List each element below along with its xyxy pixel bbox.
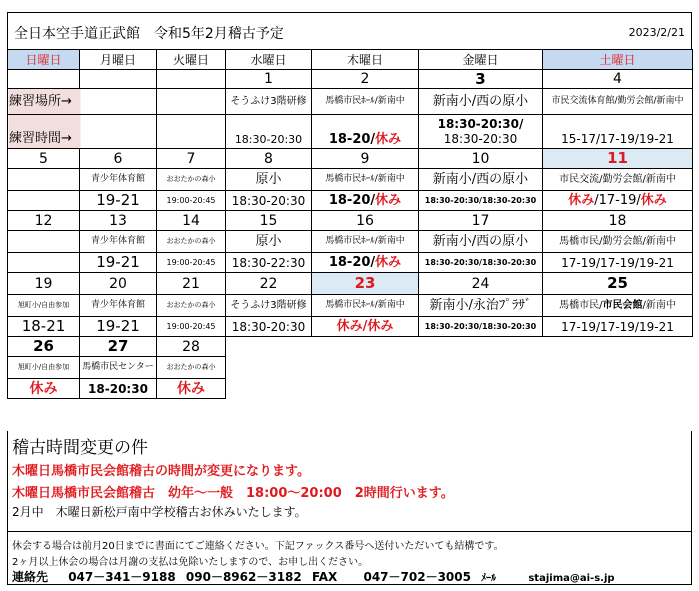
weekday-thu: 木曜日 — [312, 50, 419, 70]
date-cell: 9 — [312, 149, 419, 169]
date-cell: 8 — [226, 149, 312, 169]
date-cell: 21 — [157, 273, 226, 295]
weekday-mon: 月曜日 — [80, 50, 157, 70]
date-cell: 11 — [543, 149, 693, 169]
fax-label: FAX — [311, 570, 338, 584]
place-cell: 旭町小/自由参加 — [8, 357, 80, 379]
place-cell: 馬橋市民/勤労会館/新南中 — [543, 231, 693, 253]
time-cell: 19-21 — [80, 317, 157, 337]
date-cell: 17 — [419, 211, 543, 231]
place-cell: 新南小/西の原小 — [419, 231, 543, 253]
label-time: 練習時間→ — [8, 115, 157, 149]
page-title: 全日本空手道正武館 令和5年2月稽古予定 — [14, 26, 284, 42]
place-cell: 馬橋市民ﾎｰﾙ/新南中 — [312, 295, 419, 317]
divider — [8, 531, 691, 532]
place-cell: そうふけ3階研修 — [226, 295, 312, 317]
place-cell: 新南小/永治ﾌﾟﾗｻﾞ — [419, 295, 543, 317]
week4-date-row — [8, 273, 693, 295]
place-cell: 馬橋市民ﾎｰﾙ/新南中 — [312, 169, 419, 191]
time-cell: 休み/17-19/休み — [543, 191, 693, 211]
week2-time-row — [8, 191, 693, 211]
date-cell: 23 — [312, 273, 419, 295]
contact-label: 連絡先 — [12, 570, 49, 584]
mobile-number: 090－8962－3182 — [185, 570, 302, 584]
time-cell: 18-20/休み — [312, 115, 419, 149]
week1-place-row — [8, 89, 693, 115]
date-cell: 6 — [80, 149, 157, 169]
schedule-page — [7, 12, 692, 585]
time-cell: 19:00-20:45 — [157, 317, 226, 337]
place-cell: 馬橋市民ﾎｰﾙ/新南中 — [312, 89, 419, 115]
place-cell: おおたかの森小 — [157, 169, 226, 191]
time-cell: 19:00-20:45 — [157, 191, 226, 211]
time-cell: 18:30-20:30 — [226, 191, 312, 211]
calendar-table — [7, 49, 693, 399]
place-cell: おおたかの森小 — [157, 295, 226, 317]
week2-date-row — [8, 149, 693, 169]
date-cell: 18 — [543, 211, 693, 231]
week5-time-row — [8, 379, 693, 399]
date-cell: 7 — [157, 149, 226, 169]
place-cell: 市民交流体育館/勤労会館/新南中 — [543, 89, 693, 115]
place-cell: 青少年体育館 — [80, 169, 157, 191]
date-cell: 20 — [80, 273, 157, 295]
place-cell: おおたかの森小 — [157, 357, 226, 379]
date-cell: 2 — [312, 70, 419, 89]
date-cell: 22 — [226, 273, 312, 295]
date-cell: 25 — [543, 273, 693, 295]
contact-line — [12, 568, 615, 585]
time-cell: 休み/休み — [312, 317, 419, 337]
time-cell: 18:30-20:30/18:30-20:30 — [419, 317, 543, 337]
mail-label: ﾒｰﾙ — [481, 573, 497, 584]
date-cell: 4 — [543, 70, 693, 89]
time-cell: 18-20/休み — [312, 191, 419, 211]
label-place: 練習場所→ — [8, 89, 157, 115]
time-cell: 18:30-20:30/ 18:30-20:30 — [419, 115, 543, 149]
week2-place-row — [8, 169, 693, 191]
date-cell: 27 — [80, 337, 157, 357]
place-cell: そうふけ3階研修 — [226, 89, 312, 115]
date-cell: 14 — [157, 211, 226, 231]
notice-title: 稽古時間変更の件 — [12, 438, 148, 458]
fax-number: 047－702－3005 — [363, 570, 471, 584]
week3-date-row — [8, 211, 693, 231]
date-cell: 16 — [312, 211, 419, 231]
time-cell: 17-19/17-19/19-21 — [543, 253, 693, 273]
time-cell: 18:30-20:30 — [226, 115, 312, 149]
notice-line: 休会する場合は前月20日までに書面にてご連絡ください。下記ファックス番号へ送付いただいても結構です。 — [12, 541, 504, 552]
time-cell: 19:00-20:45 — [157, 253, 226, 273]
time-cell: 休み — [8, 379, 80, 399]
notice-line: 木曜日馬橋市民会館稽古 幼年～一般 18:00～20:00 2時間行います。 — [12, 486, 454, 501]
time-cell: 18:30-20:30/18:30-20:30 — [419, 191, 543, 211]
place-cell: 馬橋市民センター — [80, 357, 157, 379]
place-cell: 新南小/西の原小 — [419, 169, 543, 191]
notice-section — [7, 431, 692, 585]
notice-line: 2月中 木曜日新松戸南中学校稽古お休みいたします。 — [12, 505, 307, 519]
weekday-wed: 水曜日 — [226, 50, 312, 70]
phone-number: 047－341－9188 — [68, 570, 176, 584]
time-cell: 19-21 — [80, 191, 157, 211]
weekday-tue: 火曜日 — [157, 50, 226, 70]
date-cell: 1 — [226, 70, 312, 89]
time-cell: 休み — [157, 379, 226, 399]
place-cell: 馬橋市民ﾎｰﾙ/新南中 — [312, 231, 419, 253]
place-cell: 旭町小/自由参加 — [8, 295, 80, 317]
date-cell: 15 — [226, 211, 312, 231]
mail-address: stajima@ai-s.jp — [528, 573, 615, 584]
week4-time-row — [8, 317, 693, 337]
time-cell: 18:30-20:30 — [226, 317, 312, 337]
place-cell: 青少年体育館 — [80, 295, 157, 317]
issue-date: 2023/2/21 — [628, 26, 685, 39]
week5-place-row — [8, 357, 693, 379]
date-cell: 10 — [419, 149, 543, 169]
date-cell: 19 — [8, 273, 80, 295]
weekday-header-row — [8, 50, 693, 70]
time-cell: 17-19/17-19/19-21 — [543, 317, 693, 337]
time-cell: 18-20:30 — [80, 379, 157, 399]
week3-time-row — [8, 253, 693, 273]
week1-time-row — [8, 115, 693, 149]
time-cell: 15-17/17-19/19-21 — [543, 115, 693, 149]
time-cell: 18-20/休み — [312, 253, 419, 273]
place-cell: 市民交流/勤労会館/新南中 — [543, 169, 693, 191]
place-cell: 原小 — [226, 169, 312, 191]
time-cell: 18:30-22:30 — [226, 253, 312, 273]
notice-line: 2ヶ月以上休会の場合は月謝の支払は免除いたしますので、お申し出ください。 — [12, 557, 369, 568]
place-cell: 新南小/西の原小 — [419, 89, 543, 115]
place-cell: 青少年体育館 — [80, 231, 157, 253]
time-cell: 18-21 — [8, 317, 80, 337]
date-cell: 3 — [419, 70, 543, 89]
place-cell: 原小 — [226, 231, 312, 253]
header — [7, 12, 692, 50]
notice-line: 木曜日馬橋市民会館稽古の時間が変更になります。 — [12, 464, 310, 479]
date-cell: 28 — [157, 337, 226, 357]
weekday-sat: 土曜日 — [543, 50, 693, 70]
week5-date-row — [8, 337, 693, 357]
time-cell: 18:30-20:30/18:30-20:30 — [419, 253, 543, 273]
place-cell: おおたかの森小 — [157, 231, 226, 253]
week1-date-row — [8, 70, 693, 89]
week3-place-row — [8, 231, 693, 253]
date-cell: 26 — [8, 337, 80, 357]
date-cell: 13 — [80, 211, 157, 231]
date-cell: 12 — [8, 211, 80, 231]
weekday-fri: 金曜日 — [419, 50, 543, 70]
date-cell: 5 — [8, 149, 80, 169]
week4-place-row — [8, 295, 693, 317]
date-cell: 24 — [419, 273, 543, 295]
time-cell: 19-21 — [80, 253, 157, 273]
place-cell: 馬橋市民/市民会館/新南中 — [543, 295, 693, 317]
weekday-sun: 日曜日 — [8, 50, 80, 70]
